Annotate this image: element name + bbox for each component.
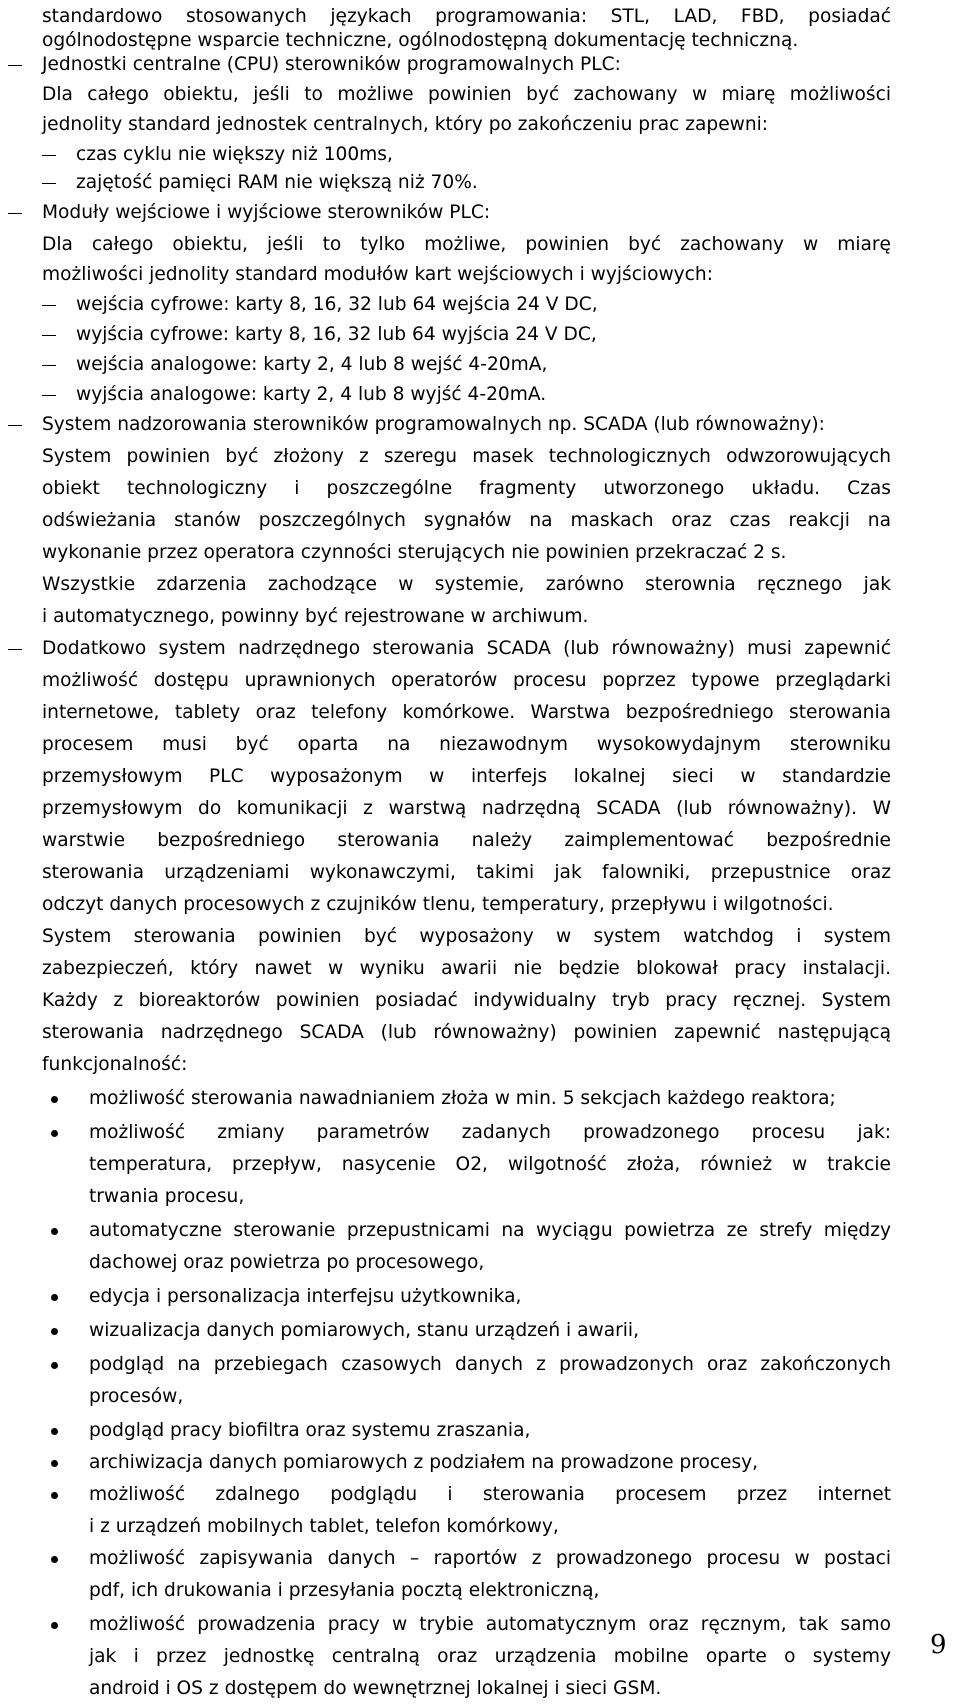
bullet-dot	[51, 1130, 58, 1137]
bullet-item	[0, 1446, 960, 1480]
text-line	[0, 888, 960, 922]
text-line	[0, 664, 960, 698]
bullet-text: możliwość zdalnego podglądu i sterowania procesem przez internet	[89, 1484, 891, 1505]
paragraph-text: możliwość dostępu uprawnionych operatorów procesu poprzez typowe przeglądarki	[42, 670, 891, 691]
bullet-text: możliwość zapisywania danych – raportów z prowadzonego procesu w postaci	[89, 1548, 891, 1569]
bullet-dot	[51, 1492, 58, 1499]
dash-marker	[42, 365, 56, 366]
paragraph-text: sterowania urządzeniami wykonawczymi, takimi jak falowniki, przepustnice oraz	[42, 862, 891, 883]
bullet-dot	[51, 1622, 58, 1629]
text-line	[0, 1380, 960, 1414]
paragraph-text: obiekt technologiczny i poszczególne fragmenty utworzonego układu. Czas	[42, 478, 891, 499]
dash-marker	[42, 335, 56, 336]
bullet-item	[0, 1414, 960, 1448]
text-line	[0, 728, 960, 762]
paragraph-text: przemysłowym do komunikacji z warstwą nadrzędną SCADA (lub równoważny). W	[42, 798, 891, 819]
list-item-text: wyjścia cyfrowe: karty 8, 16, 32 lub 64 wyjścia 24 V DC,	[76, 324, 597, 345]
page-number: 9	[930, 1630, 947, 1660]
heading-text: Jednostki centralne (CPU) sterowników programowalnych PLC:	[42, 54, 621, 75]
list-item-text: wyjścia analogowe: karty 2, 4 lub 8 wyjść 4-20mA.	[76, 384, 547, 405]
text-line	[0, 792, 960, 826]
bullet-dot	[51, 1228, 58, 1235]
paragraph-text: ogólnodostępne wsparcie techniczne, ogólnodostępną dokumentację techniczną.	[42, 30, 799, 51]
bullet-text: podgląd pracy biofiltra oraz systemu zraszania,	[89, 1420, 531, 1441]
dash-marker	[42, 395, 56, 396]
bullet-text: możliwość sterowania nawadnianiem złoża w min. 5 sekcjach każdego reaktora;	[89, 1088, 836, 1109]
bullet-text: i z urządzeń mobilnych tablet, telefon komórkowy,	[89, 1516, 559, 1537]
bullet-text: wizualizacja danych pomiarowych, stanu urządzeń i awarii,	[89, 1320, 639, 1341]
bullet-dot	[51, 1328, 58, 1335]
dash-marker	[8, 65, 22, 66]
bullet-item	[0, 1082, 960, 1116]
bullet-text: edycja i personalizacja interfejsu użytkownika,	[89, 1286, 522, 1307]
bullet-text: podgląd na przebiegach czasowych danych z prowadzonych oraz zakończonych	[89, 1354, 891, 1375]
paragraph-text: odczyt danych procesowych z czujników tlenu, temperatury, przepływu i wilgotności.	[42, 894, 834, 915]
text-line	[0, 440, 960, 474]
text-line	[0, 600, 960, 634]
bullet-text: android i OS z dostępem do wewnętrznej lokalnej i sieci GSM.	[89, 1678, 662, 1699]
paragraph-text: możliwości jednolity standard modułów kart wejściowych i wyjściowych:	[42, 264, 713, 285]
text-line	[0, 760, 960, 794]
text-line	[0, 696, 960, 730]
list-item	[0, 318, 960, 352]
section-heading	[0, 196, 960, 230]
bullet-text: procesów,	[89, 1386, 184, 1407]
paragraph-text: System sterowania powinien być wyposażony w system watchdog i system	[42, 926, 891, 947]
dash-marker	[8, 649, 22, 650]
paragraph-text: i automatycznego, powinny być rejestrowane w archiwum.	[42, 606, 589, 627]
text-line	[0, 1148, 960, 1182]
list-item	[0, 378, 960, 412]
text-line	[0, 568, 960, 602]
text-line	[0, 1510, 960, 1544]
dash-marker	[42, 155, 56, 156]
bullet-text: trwania procesu,	[89, 1186, 245, 1207]
text-line	[0, 258, 960, 292]
paragraph-text: procesem musi być oparta na niezawodnym wysokowydajnym sterowniku	[42, 734, 891, 755]
dash-marker	[8, 425, 22, 426]
list-item-text: czas cyklu nie większy niż 100ms,	[76, 144, 393, 165]
bullet-dot	[51, 1294, 58, 1301]
section-heading	[0, 632, 960, 666]
dash-marker	[42, 305, 56, 306]
heading-text: Moduły wejściowe i wyjściowe sterowników PLC:	[42, 202, 491, 223]
text-line	[0, 1048, 960, 1082]
text-line	[0, 1672, 960, 1706]
section-heading	[0, 408, 960, 442]
paragraph-text: zabezpieczeń, który nawet w wyniku awarii nie będzie blokował pracy instalacji.	[42, 958, 891, 979]
paragraph-text: przemysłowym PLC wyposażonym w interfejs lokalnej sieci w standardzie	[42, 766, 891, 787]
paragraph-text: Wszystkie zdarzenia zachodzące w systemie, zarówno sterownia ręcznego jak	[42, 574, 891, 595]
dash-marker	[42, 183, 56, 184]
heading-text: System nadzorowania sterowników programowalnych np. SCADA (lub równoważny):	[42, 414, 825, 435]
text-line	[0, 1016, 960, 1050]
paragraph-text: standardowo stosowanych językach programowania: STL, LAD, FBD, posiadać	[42, 6, 891, 27]
list-item-text: wejścia cyfrowe: karty 8, 16, 32 lub 64 wejścia 24 V DC,	[76, 294, 598, 315]
bullet-dot	[51, 1556, 58, 1563]
list-item-text: zajętość pamięci RAM nie większą niż 70%.	[76, 172, 478, 193]
text-line	[0, 1574, 960, 1608]
bullet-text: archiwizacja danych pomiarowych z podziałem na prowadzone procesy,	[89, 1452, 759, 1473]
paragraph-text: Dla całego obiektu, jeśli to możliwe powinien być zachowany w miarę możliwości	[42, 84, 891, 105]
paragraph-text: sterowania nadrzędnego SCADA (lub równoważny) powinien zapewnić następującą	[42, 1022, 891, 1043]
text-line	[0, 1640, 960, 1674]
bullet-item	[0, 1280, 960, 1314]
bullet-item	[0, 1348, 960, 1382]
list-item	[0, 288, 960, 322]
text-line	[0, 856, 960, 890]
paragraph-text: jednolity standard jednostek centralnych, który po zakończeniu prac zapewni:	[42, 114, 769, 135]
bullet-item	[0, 1116, 960, 1150]
bullet-text: temperatura, przepływ, nasycenie O2, wilgotność złoża, również w trakcie	[89, 1154, 891, 1175]
text-line	[0, 1180, 960, 1214]
text-line	[0, 504, 960, 538]
text-line	[0, 228, 960, 262]
section-heading	[0, 48, 960, 82]
bullet-text: dachowej oraz powietrza po procesowego,	[89, 1252, 485, 1273]
bullet-item	[0, 1608, 960, 1642]
text-line	[0, 472, 960, 506]
bullet-dot	[51, 1362, 58, 1369]
paragraph-text: warstwie bezpośredniego sterowania należy zaimplementować bezpośrednie	[42, 830, 891, 851]
list-item	[0, 348, 960, 382]
bullet-item	[0, 1478, 960, 1512]
paragraph-text: funkcjonalność:	[42, 1054, 188, 1075]
list-item-text: wejścia analogowe: karty 2, 4 lub 8 wejść 4-20mA,	[76, 354, 548, 375]
text-line	[0, 1246, 960, 1280]
paragraph-text: System powinien być złożony z szeregu masek technologicznych odwzorowujących	[42, 446, 891, 467]
bullet-dot	[51, 1460, 58, 1467]
text-line	[0, 952, 960, 986]
bullet-text: automatyczne sterowanie przepustnicami na wyciągu powietrza ze strefy między	[89, 1220, 891, 1241]
text-line	[0, 920, 960, 954]
text-line	[0, 108, 960, 142]
paragraph-text: odświeżania stanów poszczególnych sygnałów na maskach oraz czas reakcji na	[42, 510, 891, 531]
bullet-text: jak i przez jednostkę centralną oraz urządzenia mobilne oparte o systemy	[89, 1646, 891, 1667]
paragraph-text: internetowe, tablety oraz telefony komórkowe. Warstwa bezpośredniego sterowania	[42, 702, 891, 723]
bullet-dot	[51, 1096, 58, 1103]
text-line	[0, 824, 960, 858]
bullet-text: możliwość prowadzenia pracy w trybie automatycznym oraz ręcznym, tak samo	[89, 1614, 891, 1635]
paragraph-text: wykonanie przez operatora czynności sterujących nie powinien przekraczać 2 s.	[42, 542, 787, 563]
list-item	[0, 166, 960, 200]
bullet-dot	[51, 1428, 58, 1435]
bullet-item	[0, 1542, 960, 1576]
text-line	[0, 536, 960, 570]
dash-marker	[8, 213, 22, 214]
bullet-item	[0, 1214, 960, 1248]
paragraph-text: Każdy z bioreaktorów powinien posiadać indywidualny tryb pracy ręcznej. System	[42, 990, 891, 1011]
heading-text: Dodatkowo system nadrzędnego sterowania SCADA (lub równoważny) musi zapewnić	[42, 638, 891, 659]
paragraph-text: Dla całego obiektu, jeśli to tylko możliwe, powinien być zachowany w miarę	[42, 234, 891, 255]
text-line	[0, 78, 960, 112]
text-line	[0, 984, 960, 1018]
bullet-item	[0, 1314, 960, 1348]
bullet-text: pdf, ich drukowania i przesyłania pocztą elektroniczną,	[89, 1580, 600, 1601]
bullet-text: możliwość zmiany parametrów zadanych prowadzonego procesu jak:	[89, 1122, 891, 1143]
